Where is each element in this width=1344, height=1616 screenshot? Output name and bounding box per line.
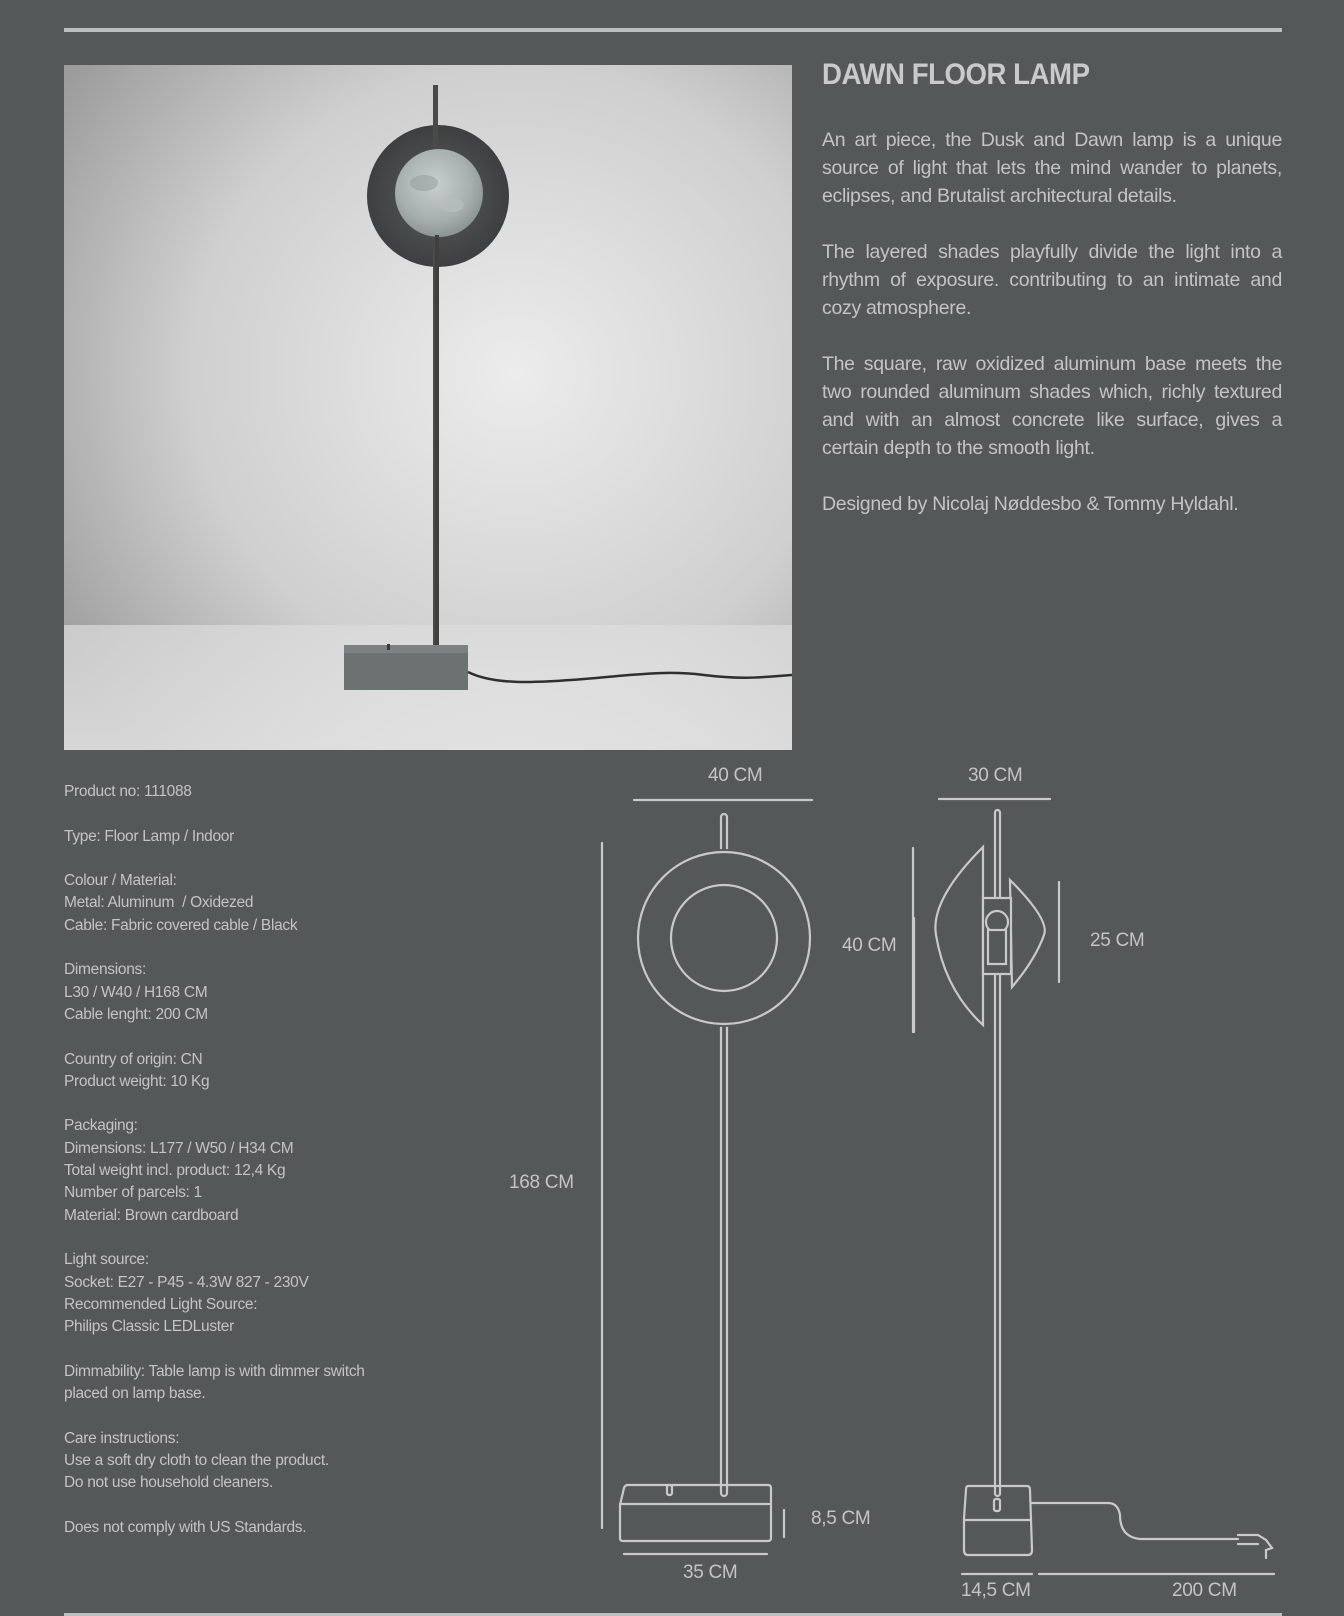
spec-compliance (64, 1517, 404, 1539)
socket-icon (988, 930, 1006, 964)
front-base (620, 1485, 771, 1541)
front-outer-shade (638, 852, 810, 1024)
spec-heading: Dimensions: (64, 961, 146, 979)
side-cable (1031, 1503, 1238, 1539)
front-pole (721, 814, 727, 1496)
top-divider (64, 28, 1282, 32)
product-description (822, 126, 1282, 546)
spec-line: L30 / W40 / H168 CM (64, 983, 208, 1001)
spec-light-source (64, 1249, 404, 1338)
spec-line: Country of origin: CN (64, 1050, 203, 1068)
spec-line: Number of parcels: 1 (64, 1184, 202, 1202)
product-title: DAWN FLOOR LAMP (822, 58, 1090, 91)
bulb-icon (986, 911, 1008, 933)
designer-credit: Designed by Nicolaj Nøddesbo & Tommy Hyldahl. (822, 493, 1239, 515)
base-width-label: 35 CM (683, 1562, 738, 1583)
spec-line: Dimensions: L177 / W50 / H34 CM (64, 1139, 294, 1157)
spec-line: Use a soft dry cloth to clean the product. (64, 1451, 329, 1469)
spec-heading: Light source: (64, 1251, 149, 1269)
spec-line: Material: Brown cardboard (64, 1206, 239, 1224)
spec-line: Dimmability: Table lamp is with dimmer switch (64, 1362, 365, 1380)
spec-care (64, 1428, 404, 1495)
total-height-label: 168 CM (509, 1172, 574, 1193)
description-paragraph: An art piece, the Dusk and Dawn lamp is a unique source of light that lets the mind wander to planets, eclipses, and Brutalist architectural details. (822, 129, 1282, 207)
front-shade-height-label: 40 CM (842, 935, 897, 956)
spec-heading: Colour / Material: (64, 872, 177, 890)
side-inner-shade (1010, 880, 1045, 987)
side-pole (995, 810, 1000, 1496)
front-inner-shade (671, 885, 777, 991)
base-height-label: 8,5 CM (811, 1508, 871, 1529)
side-base-depth-label: 14,5 CM (961, 1580, 1031, 1601)
spec-dimmability (64, 1361, 404, 1406)
spec-colour-material (64, 870, 404, 937)
spec-line: Does not comply with US Standards. (64, 1518, 307, 1536)
cable-length-label: 200 CM (1172, 1580, 1237, 1601)
side-shade-height-label: 25 CM (1090, 930, 1145, 951)
spec-line: Product weight: 10 Kg (64, 1072, 210, 1090)
spec-line: Metal: Aluminum / Oxidezed (64, 894, 254, 912)
spec-line: Socket: E27 - P45 - 4.3W 827 - 230V (64, 1273, 309, 1291)
spec-line: Philips Classic LEDLuster (64, 1318, 234, 1336)
side-dimmer-switch (994, 1499, 1000, 1511)
spec-line: Cable lenght: 200 CM (64, 1005, 208, 1023)
product-specifications (64, 781, 404, 1561)
spec-line: Type: Floor Lamp / Indoor (64, 827, 234, 845)
spec-dimensions (64, 959, 404, 1026)
spec-line: placed on lamp base. (64, 1385, 206, 1403)
dimmer-switch (667, 1485, 672, 1495)
spec-line: Cable: Fabric covered cable / Black (64, 916, 298, 934)
description-paragraph: The square, raw oxidized aluminum base meets the two rounded aluminum shades which, richly textured and with an almost concrete like surface, gives a certain depth to the smooth light. (822, 353, 1282, 459)
spec-origin-weight (64, 1049, 404, 1094)
spec-line: Do not use household cleaners. (64, 1474, 274, 1492)
side-width-label: 30 CM (968, 765, 1023, 786)
side-base (964, 1486, 1032, 1555)
spec-heading: Care instructions: (64, 1429, 180, 1447)
spec-product-number (64, 781, 404, 803)
spec-packaging (64, 1115, 404, 1226)
spec-heading: Packaging: (64, 1117, 138, 1135)
description-paragraph: The layered shades playfully divide the light into a rhythm of exposure. contributing to an intimate and cozy atmosphere. (822, 241, 1282, 319)
spec-line: Recommended Light Source: (64, 1295, 258, 1313)
lamp-inner-shade (395, 149, 483, 237)
plug-icon (1238, 1535, 1272, 1558)
spec-line: Total weight incl. product: 12,4 Kg (64, 1162, 286, 1180)
spec-line: Product no: 111088 (64, 783, 192, 800)
front-width-label: 40 CM (708, 765, 763, 786)
spec-type (64, 826, 404, 848)
product-photo (64, 65, 792, 750)
side-outer-shade (935, 847, 983, 1025)
lamp-photo-illustration (64, 65, 792, 750)
side-socket-housing (983, 898, 1011, 974)
